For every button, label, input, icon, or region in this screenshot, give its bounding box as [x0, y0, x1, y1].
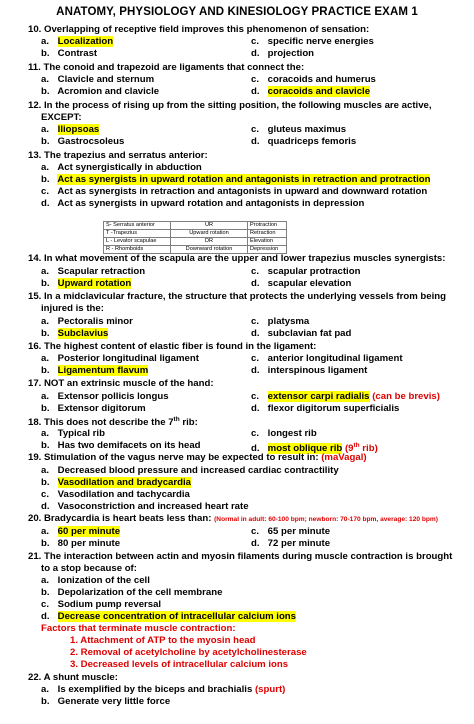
q11-option-c[interactable]: c. coracoids and humerus: [251, 74, 376, 85]
table-cell: S- Serratus anterior: [104, 222, 171, 230]
q14-option-b[interactable]: b. Upward rotation: [41, 278, 132, 289]
q17-option-d[interactable]: d. flexor digitorum superficialis: [251, 403, 400, 414]
q16-option-c[interactable]: c. anterior longitudinal ligament: [251, 353, 403, 364]
q22-option-a[interactable]: a. Is exemplified by the biceps and brachialis (spurt): [41, 684, 286, 695]
q21-option-c[interactable]: c. Sodium pump reversal: [41, 599, 162, 610]
answer-highlight: coracoids and clavicle: [267, 86, 371, 97]
note-text: (Normal in adult: 60-100 bpm; newborn: 70-170 bpm, average: 120 bpm): [214, 516, 438, 523]
table-cell: Downward rotation: [171, 246, 248, 254]
q20-option-d[interactable]: d. 72 per minute: [251, 538, 331, 549]
q22-option-b[interactable]: b. Generate very little force: [41, 696, 171, 707]
note-text: (can be brevis): [372, 391, 440, 402]
q19-option-a[interactable]: a. Decreased blood pressure and increased cardiac contractility: [41, 465, 339, 476]
q19-option-d[interactable]: d. Vasoconstriction and increased heart rate: [41, 501, 249, 512]
q20-option-a[interactable]: a. 60 per minute: [41, 526, 121, 537]
table-cell: UR: [171, 222, 248, 230]
answer-highlight: Iliopsoas: [57, 124, 100, 135]
table-cell: Upward rotation: [171, 230, 248, 238]
question-19-stem: 19. Stimulation of the vagus nerve may be expected to result in: (maVagal): [28, 452, 367, 463]
page-title: ANATOMY, PHYSIOLOGY AND KINESIOLOGY PRACTICE EXAM 1: [56, 6, 418, 18]
answer-highlight: Subclavius: [57, 328, 109, 339]
muscle-legend-table: [103, 221, 287, 254]
note-text: (maVagal): [321, 452, 367, 463]
answer-highlight: Act as synergists in upward rotation and antagonists in retraction and protraction: [57, 174, 431, 185]
q14-option-d[interactable]: d. scapular elevation: [251, 278, 352, 289]
note-text: (9th rib): [344, 442, 378, 455]
q12-option-d[interactable]: d. quadriceps femoris: [251, 136, 357, 147]
answer-highlight: Upward rotation: [57, 278, 132, 289]
answer-highlight: Localization: [57, 36, 114, 47]
question-11-stem: 11. The conoid and trapezoid are ligaments that connect the:: [28, 62, 305, 73]
answer-highlight: most oblique rib: [267, 443, 343, 455]
factor-item: 2. Removal of acetylcholine by acetylcholinesterase: [70, 647, 307, 658]
table-cell: Protraction: [248, 222, 287, 230]
question-12-stem: 12. In the process of rising up from the sitting position, the following muscles are active,: [28, 100, 432, 111]
answer-highlight: Ligamentum flavum: [57, 365, 149, 376]
q12-option-a[interactable]: a. Iliopsoas: [41, 124, 100, 135]
q14-option-a[interactable]: a. Scapular retraction: [41, 266, 146, 277]
q16-option-b[interactable]: b. Ligamentum flavum: [41, 365, 149, 376]
q11-option-a[interactable]: a. Clavicle and sternum: [41, 74, 155, 85]
q17-option-c[interactable]: c. extensor carpi radialis (can be brevis): [251, 391, 440, 402]
q12-option-c[interactable]: c. gluteus maximus: [251, 124, 347, 135]
q19-option-c[interactable]: c. Vasodilation and tachycardia: [41, 489, 190, 500]
question-21-stem: 21. The interaction between actin and myosin filaments during muscle contraction is brought: [28, 551, 453, 562]
question-14-stem: 14. In what movement of the scapula are the upper and lower trapezius muscles synergists:: [28, 253, 446, 264]
table-cell: Depression: [248, 246, 287, 254]
answer-highlight: 60 per minute: [57, 526, 121, 537]
q10-option-d[interactable]: d. projection: [251, 48, 315, 59]
q18-option-a[interactable]: a. Typical rib: [41, 428, 105, 439]
q13-option-a[interactable]: a. Act synergistically in abduction: [41, 162, 202, 173]
q11-option-b[interactable]: b. Acromion and clavicle: [41, 86, 160, 97]
answer-highlight: Decrease concentration of intracellular calcium ions: [57, 611, 296, 622]
question-20-stem: 20. Bradycardia is heart beats less than: (Normal in adult: 60-100 bpm; newborn: 70-170 bpm, average: 120 bpm): [28, 513, 438, 524]
note-text: (spurt): [254, 684, 286, 695]
question-16-stem: 16. The highest content of elastic fiber is found in the ligament:: [28, 341, 317, 352]
table-cell: DR: [171, 238, 248, 246]
table-cell: Retraction: [248, 230, 287, 238]
q20-option-b[interactable]: b. 80 per minute: [41, 538, 121, 549]
q17-option-a[interactable]: a. Extensor pollicis longus: [41, 391, 169, 402]
q17-option-b[interactable]: b. Extensor digitorum: [41, 403, 146, 414]
q16-option-d[interactable]: d. interspinous ligament: [251, 365, 368, 376]
table-cell: Elevation: [248, 238, 287, 246]
q13-option-d[interactable]: d. Act as synergists in upward rotation and antagonists in depression: [41, 198, 365, 209]
q10-option-c[interactable]: c. specific nerve energies: [251, 36, 374, 47]
q21-option-a[interactable]: a. Ionization of the cell: [41, 575, 150, 586]
question-12-stem-cont: EXCEPT:: [41, 112, 82, 123]
q21-option-d[interactable]: d. Decrease concentration of intracellular calcium ions: [41, 611, 296, 622]
q15-option-a[interactable]: a. Pectoralis minor: [41, 316, 133, 327]
q10-option-b[interactable]: b. Contrast: [41, 48, 98, 59]
q13-option-b[interactable]: b. Act as synergists in upward rotation and antagonists in retraction and protraction: [41, 174, 431, 185]
question-15-stem-cont: injured is the:: [41, 303, 104, 314]
table-cell: T -Trapezius: [104, 230, 171, 238]
question-13-stem: 13. The trapezius and serratus anterior:: [28, 150, 208, 161]
q12-option-b[interactable]: b. Gastrocsoleus: [41, 136, 125, 147]
q15-option-d[interactable]: d. subclavian fat pad: [251, 328, 352, 339]
q19-option-b[interactable]: b. Vasodilation and bradycardia: [41, 477, 191, 488]
q18-option-c[interactable]: c. longest rib: [251, 428, 317, 439]
q18-option-d[interactable]: d. most oblique rib (9th rib): [251, 442, 378, 455]
q16-option-a[interactable]: a. Posterior longitudinal ligament: [41, 353, 199, 364]
table-row: [104, 222, 287, 230]
question-22-stem: 22. A shunt muscle:: [28, 672, 118, 683]
table-row: [104, 238, 287, 246]
q14-option-c[interactable]: c. scapular protraction: [251, 266, 361, 277]
table-cell: R - Rhomboids: [104, 246, 171, 254]
q18-option-b[interactable]: b. Has two demifacets on its head: [41, 440, 201, 451]
q10-option-a[interactable]: a. Localization: [41, 36, 114, 47]
question-17-stem: 17. NOT an extrinsic muscle of the hand:: [28, 378, 214, 389]
table-cell: L - Levator scapulae: [104, 238, 171, 246]
q15-option-b[interactable]: b. Subclavius: [41, 328, 109, 339]
answer-highlight: Vasodilation and bradycardia: [57, 477, 191, 488]
question-10-stem: 10. Overlapping of receptive field improves this phenomenon of sensation:: [28, 24, 370, 35]
question-18-stem: 18. This does not describe the 7th rib:: [28, 416, 198, 429]
question-21-stem-cont: to a stop because of:: [41, 563, 137, 574]
factor-item: 1. Attachment of ATP to the myosin head: [70, 635, 256, 646]
q11-option-d[interactable]: d. coracoids and clavicle: [251, 86, 371, 97]
q21-option-b[interactable]: b. Depolarization of the cell membrane: [41, 587, 223, 598]
table-row: [104, 230, 287, 238]
q13-option-c[interactable]: c. Act as synergists in retraction and antagonists in upward and downward rotation: [41, 186, 428, 197]
answer-highlight: extensor carpi radialis: [267, 391, 370, 402]
factor-item: 3. Decreased levels of intracellular calcium ions: [70, 659, 289, 670]
factors-title: Factors that terminate muscle contraction:: [41, 623, 236, 634]
q20-option-c[interactable]: c. 65 per minute: [251, 526, 331, 537]
q15-option-c[interactable]: c. platysma: [251, 316, 310, 327]
question-15-stem: 15. In a midclavicular fracture, the structure that protects the underlying vessels from being: [28, 291, 446, 302]
